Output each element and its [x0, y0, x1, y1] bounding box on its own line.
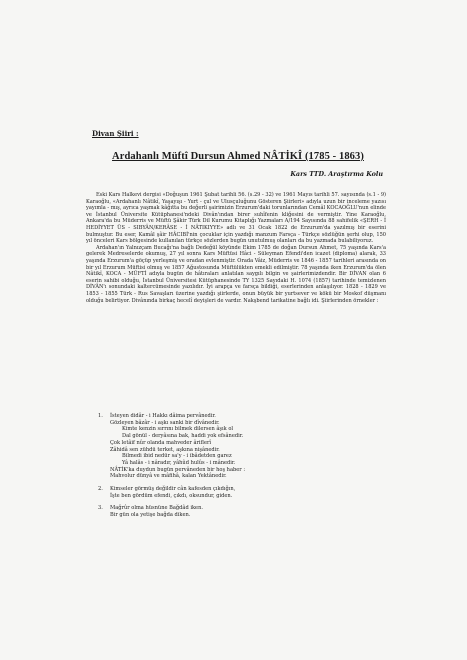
author-line: Kars TTD. Araştırma Kolu — [290, 170, 383, 178]
poem-line: Dal gönül - deryâsına bak, haddi yok efsânedir. — [122, 433, 244, 440]
paragraph-1: Eski Kars Halkevi dergisi «Doğuşun 1961 Şubat tarihli 56. (s.29 - 32) ve 1961 Mayıs tarihli 57. sayısında (s.1 - 9) Karaoğlu, «Ardahanlı Nâtikî, Yaşayışı - Yurt - çul ve Ulusçuluğunu Gösteren Şiirleri» adıyla uzun bir inceleme yazısı yayımla - mış, ayrıca yaşmak kâğıtta bu değerli şairimizin Erzurum'daki torunlarından Cemâl KOCAOĞLU'nun elinde ve İstanbul Üniversite Kütüphanesi'ndeki Divân'ından birer suhîfenin kliğesini de vermiştir. Yine Karaoğlu, Ankara'da bu Müderris ve Müftü Şâkir Türk Dil Kurumu Kitaplığı Yazmaları A/194 Sayısında 88 sahifelik «ŞERH - İ HEDİYYET ÜS - SIBYÂN/KERÂSE - İ NÂTIKIYYE» adlı ve 31 Ocak 1822 de Erzurum'da yazılmış bir eserini bulmuştur. Bu eser, Kamâl şâir HÂCIBİ'nin çocuklar için yazdığı manzum Farsça - Türkçe sözlüğün şerhi olup, 150 yıl önceleri Kars bölgesinde kullanılan türkçe sözlerden bugün unutulmuş olanları da bu yazmada bulabiliyoruz. — [86, 192, 386, 245]
poem-line: İsteyen didâr - i Hakkı dâima pervânedir. — [110, 413, 216, 419]
poem-line: Yâ halâs - i nâradır, yâhûd hulûs - i mânedir. — [122, 459, 236, 466]
paragraph-2: Ardahan'ın Yalnızçam Bucağı'na bağlı Dedeğül köyünde Ekim 1785 de doğan Dursun Ahmet, 75 yaşında Kars'a gelerek Medreselerde okumuş, 27 yıl sonra Kars Müftüsi Hâci - Süleyman Efendi'den icazet (diploma) alarak, 33 yaşında Erzurum'a göçüp yerleşmiş ve oradan evlenmiştir. Orada Vâiz, Müderris ve 1846 - 1857 tarihleri arasında on bir yıl Erzurum Müftisi olmuş ve 1857 Ağustosunda Müftülükten emekli edilmiştir. 78 yaşında iken Erzurum'da ölen Nâtikî, KOCA - MÜFTİ adıyla bugün de hâtıraları anlatılan saygılı bilgin ve şairlerimizdendir. Bir DİVAN olan 6 eserin sahibi olduğu, İstanbul Üniversitesi Kütüphanesinde TY 1325 Sayıdaki H. 1074 (1857) tarihinde temizlenen DİVÂN'ı sonundaki kaltercümesinde yazılıdır. İyi arapça ve farsça bildiği, eserlerinden anlaşılıyor. 1828 - 1829 ve 1853 - 1855 Türk - Rus Savaşları üzerine yazdığı şiirlerde, onun büyük bir yurtsever ve kökü bir Moskof düşmanı olduğu belirtiyor. Divânında birkaç hecelî deyişleri de vardır. Nakşbend tarikatine bağlı idi. Şiirlerinden örnekler : — [86, 244, 386, 304]
poem-line: Bir gün ola yetişe bağda diken. — [110, 512, 191, 519]
poem-stanza-2 — [98, 486, 378, 499]
poem-line: Zâhidâ sen zühdü terket, aşkına nişânedir. — [110, 446, 220, 453]
stanza-number: 1. — [98, 413, 103, 419]
stanza-number: 3. — [98, 505, 103, 512]
poem-line: Çok letâif nûr olanda mahveder âriflerî — [110, 439, 212, 446]
article-title: Ardahanlı Müftî Dursun Ahmed NÂTİKÎ (1785 - 1863) — [112, 151, 364, 162]
poem-line: NÂTİK'ka duydun bugün pervâneden bir hoş haber : — [110, 466, 246, 473]
poem-line: İşte ben gördüm efendi, çıkdı, oksundur, giden. — [110, 492, 233, 499]
poem-line: Mağrûr olma hüsnüne Bağdâd iken. — [110, 505, 203, 512]
article-body — [86, 192, 386, 304]
stanza-number: 2. — [98, 486, 103, 493]
poem-stanza-1 — [98, 413, 378, 480]
poem-line: Gözleyen bâzâr - i aşkı sanki bir dîvânedir. — [110, 419, 220, 426]
poem-line: Bilmedi ibid nedür sa'y - i ibâdetden garez — [122, 453, 232, 460]
poem-stanza-3 — [98, 505, 378, 518]
poem-line: Kimseler görmüş değildir cân kafesden çıkdığın, — [110, 486, 236, 493]
poem-line: Mahvolur dünyâ ve mâfihâ, kalan Yektânedir. — [110, 473, 227, 480]
poem-line: Kimte kenzin sırrını bilmek dilersen âşık ol — [122, 426, 234, 433]
section-label: Divan Şiiri : — [92, 129, 139, 138]
poem-examples — [98, 413, 378, 525]
